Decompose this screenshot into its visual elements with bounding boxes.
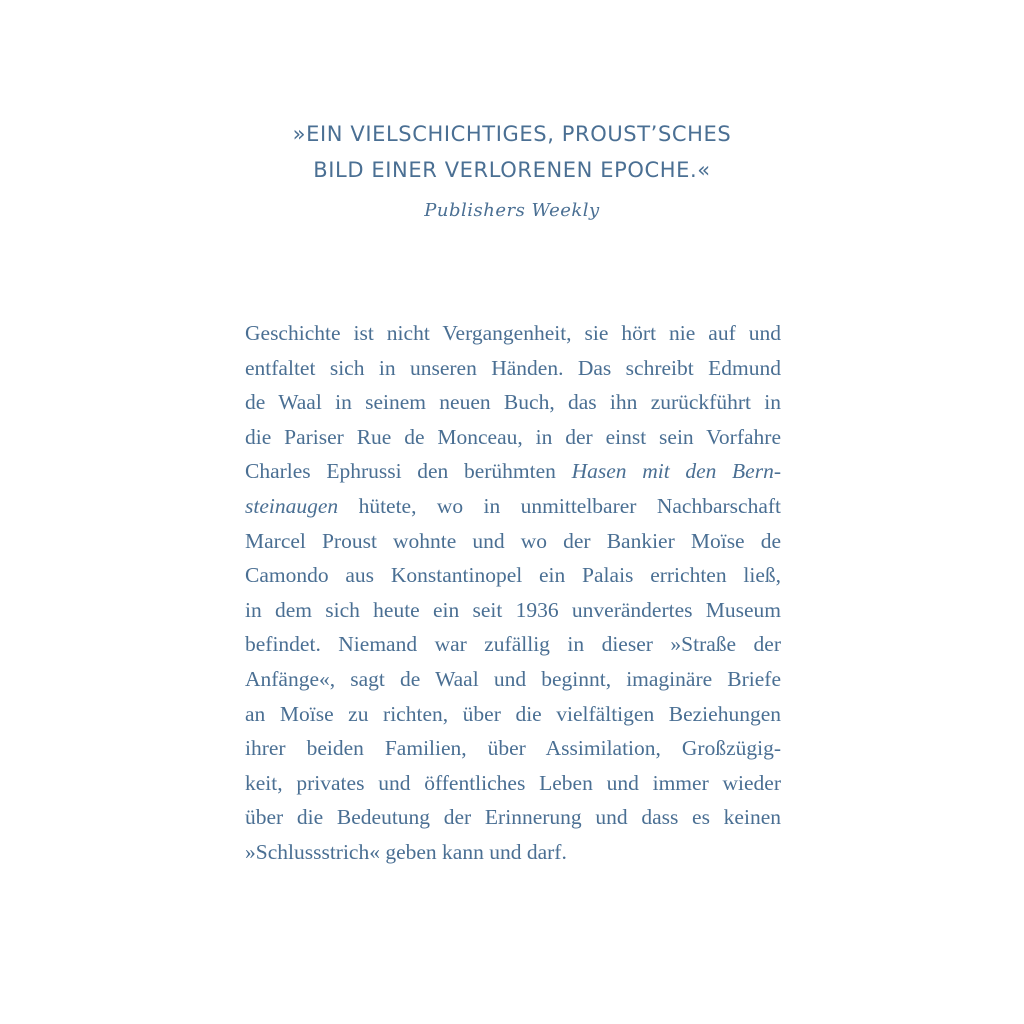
blurb-line: keit, privates und öffentliches Leben und immer wieder [245, 770, 781, 795]
pull-quote [0, 116, 1024, 188]
book-title-italic: Hasen mit den Bern- [571, 459, 782, 484]
blurb-line [245, 454, 781, 489]
blurb-text-run: hütete, wo in unmittelbarer Nachbarschaft [358, 493, 782, 518]
blurb-line: Anfänge«, sagt de Waal und beginnt, imaginäre Briefe [245, 666, 781, 691]
blurb-line: »Schlussstrich« geben kann und darf. [245, 839, 567, 864]
quote-source: Publishers Weekly [424, 200, 600, 221]
pull-quote-line-2: BILD EINER VERLORENEN EPOCHE.« [313, 158, 711, 182]
blurb-line: die Pariser Rue de Monceau, in der einst sein Vorfahre [245, 424, 781, 449]
blurb-line: über die Bedeutung der Erinnerung und dass es keinen [245, 805, 781, 830]
blurb-line: in dem sich heute ein seit 1936 unverändertes Museum [245, 597, 781, 622]
blurb-line: ihrer beiden Familien, über Assimilation, Großzügig- [245, 736, 781, 761]
blurb-line: Camondo aus Konstantinopel ein Palais errichten ließ, [245, 563, 781, 588]
blurb-line: befindet. Niemand war zufällig in dieser »Straße der [245, 632, 781, 657]
blurb-line: Marcel Proust wohnte und wo der Bankier Moïse de [245, 528, 781, 553]
pull-quote-line-1: »EIN VIELSCHICHTIGES, PROUST’SCHES [292, 122, 732, 146]
blurb-line: entfaltet sich in unseren Händen. Das schreibt Edmund [245, 355, 781, 380]
blurb-line: de Waal in seinem neuen Buch, das ihn zurückführt in [245, 390, 781, 415]
blurb-text-run: Charles Ephrussi den berühmten [245, 459, 556, 484]
blurb-line [245, 489, 781, 524]
blurb-text [245, 316, 781, 870]
book-title-italic: steinaugen [245, 493, 339, 518]
blurb-line: Geschichte ist nicht Vergangenheit, sie hört nie auf und [245, 321, 781, 345]
blurb-line: an Moïse zu richten, über die vielfältigen Beziehungen [245, 701, 781, 726]
